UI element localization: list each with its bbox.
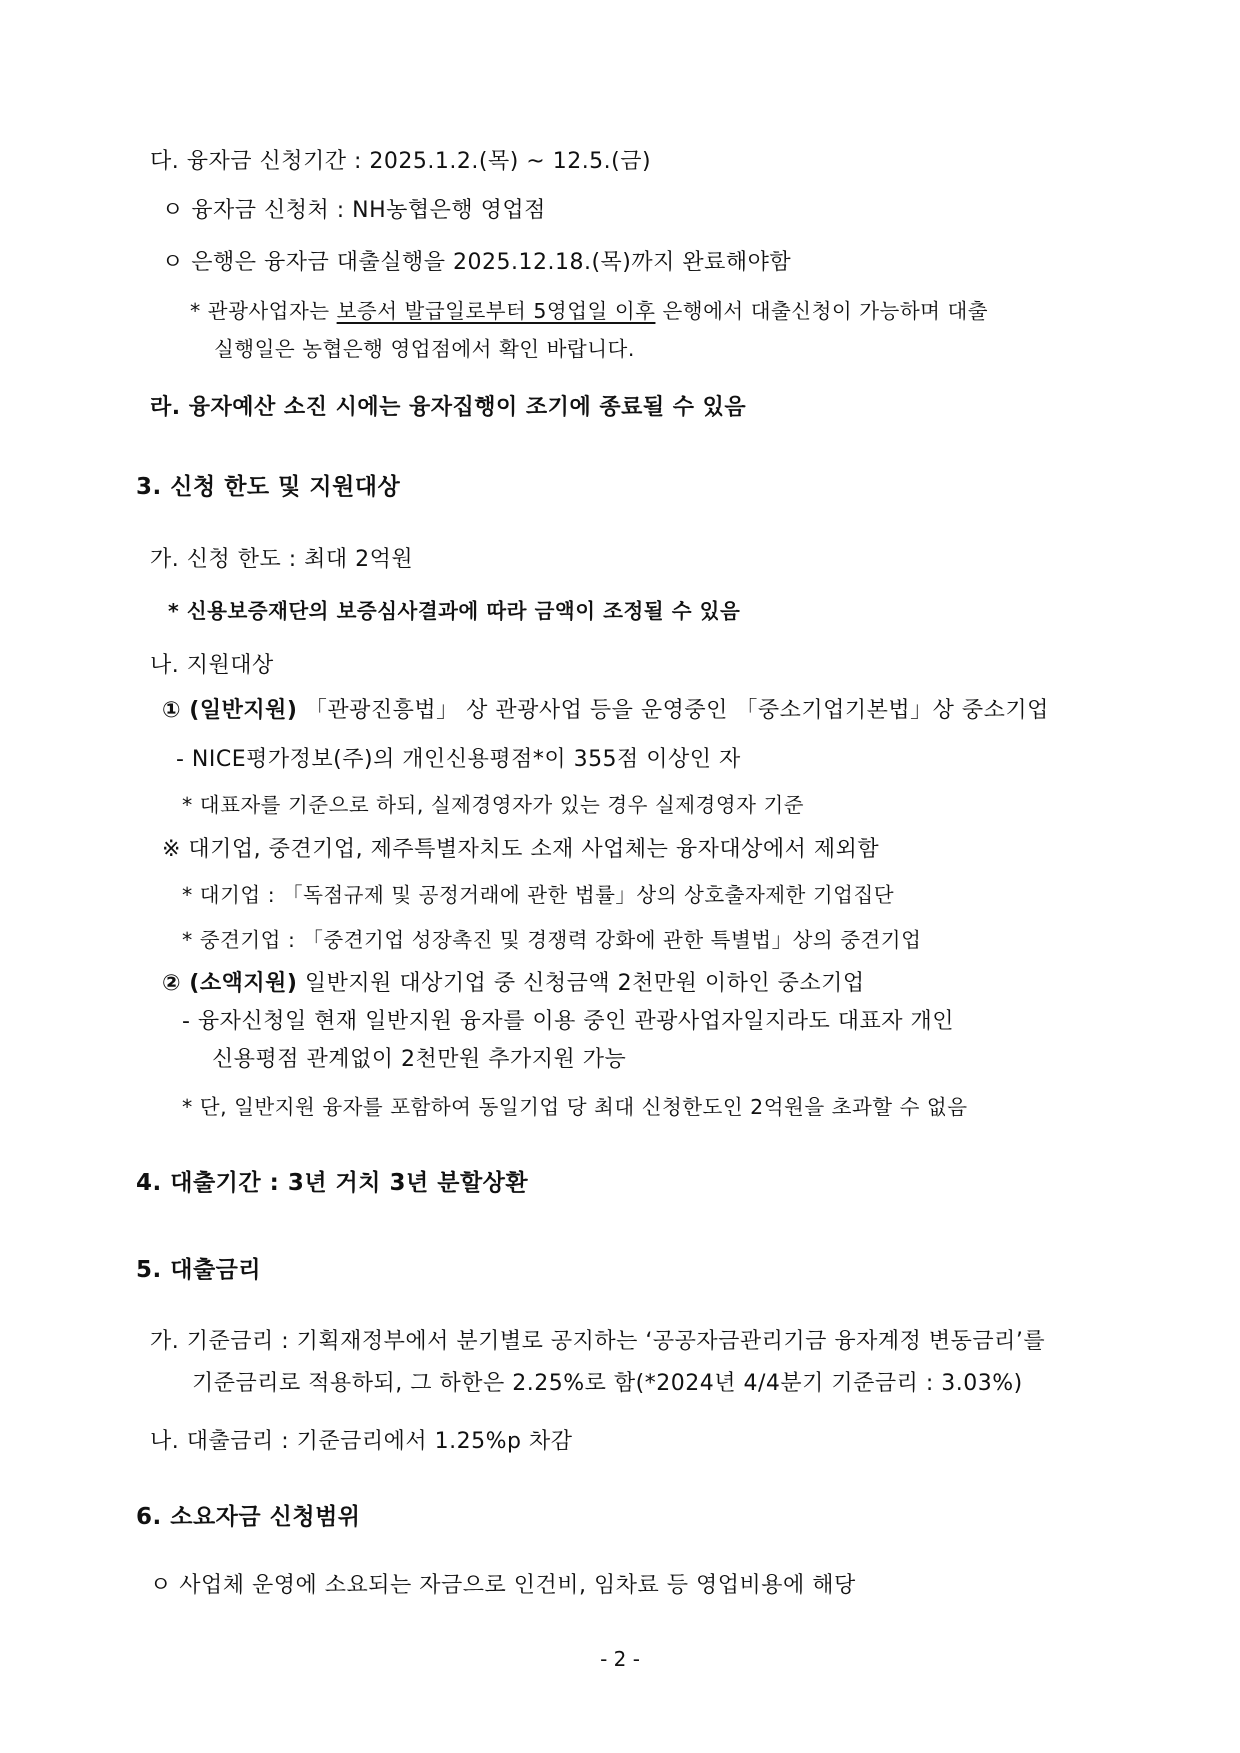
loan-note-underline: 보증서 발급일로부터 5영업일 이후	[336, 299, 656, 323]
budget-exhaustion-notice: 라. 융자예산 소진 시에는 융자집행이 조기에 종료될 수 있음	[150, 395, 747, 420]
large-company-note: * 대기업 : 「독점규제 및 공정거래에 관한 법률」상의 상호출자제한 기업집단	[182, 883, 895, 907]
credit-score-note: * 대표자를 기준으로 하되, 실제경영자가 있는 경우 실제경영자 기준	[182, 793, 805, 817]
small-support-note: * 단, 일반지원 융자를 포함하여 동일기업 당 최대 신청한도인 2억원을 초과할 수 없음	[182, 1095, 968, 1119]
general-support-label: ① (일반지원)	[162, 698, 298, 723]
general-support-text: 「관광진흥법」 상 관광사업 등을 운영중인 「중소기업기본법」상 중소기업	[297, 698, 1049, 723]
section-3-title: 3. 신청 한도 및 지원대상	[136, 474, 401, 500]
application-place: ㅇ 융자금 신청처 : NH농협은행 영업점	[162, 198, 546, 223]
limit-note: * 신용보증재단의 보증심사결과에 따라 금액이 조정될 수 있음	[168, 599, 741, 623]
bank-deadline: ㅇ 은행은 융자금 대출실행을 2025.12.18.(목)까지 완료해야함	[162, 250, 792, 275]
fund-scope-item: ㅇ 사업체 운영에 소요되는 자금으로 인건비, 임차료 등 영업비용에 해당	[150, 1573, 856, 1598]
loan-rate: 나. 대출금리 : 기준금리에서 1.25%p 차감	[150, 1429, 573, 1454]
credit-score-requirement: - NICE평가정보(주)의 개인신용평점*이 355점 이상인 자	[176, 747, 741, 772]
small-support-label: ② (소액지원)	[162, 971, 298, 996]
section-6-title: 6. 소요자금 신청범위	[136, 1504, 361, 1530]
small-support-detail-2: 신용평점 관계없이 2천만원 추가지원 가능	[212, 1047, 627, 1072]
small-support-item	[162, 969, 865, 999]
exclusion-notice: ※ 대기업, 중견기업, 제주특별자치도 소재 사업체는 융자대상에서 제외함	[162, 837, 880, 862]
general-support-item	[162, 696, 1049, 726]
application-period: 다. 융자금 신청기간 : 2025.1.2.(목) ~ 12.5.(금)	[150, 149, 652, 174]
base-rate: 가. 기준금리 : 기획재정부에서 분기별로 공지하는 ‘공공자금관리기금 융자계정 변동금리’를	[150, 1329, 1046, 1354]
loan-note-line2: 실행일은 농협은행 영업점에서 확인 바랍니다.	[214, 337, 635, 361]
base-rate-line2: 기준금리로 적용하되, 그 하한은 2.25%로 함(*2024년 4/4분기 기준금리 : 3.03%)	[192, 1371, 1023, 1396]
loan-note	[190, 296, 988, 326]
small-support-detail: - 융자신청일 현재 일반지원 융자를 이용 중인 관광사업자일지라도 대표자 개인	[182, 1009, 954, 1034]
section-5-title: 5. 대출금리	[136, 1257, 262, 1283]
loan-note-pre: * 관광사업자는	[190, 299, 337, 323]
page-number: - 2 -	[600, 1647, 640, 1671]
small-support-text: 일반지원 대상기업 중 신청금액 2천만원 이하인 중소기업	[297, 971, 865, 996]
loan-note-post: 은행에서 대출신청이 가능하며 대출	[655, 299, 989, 323]
section-4-title: 4. 대출기간 : 3년 거치 3년 분할상환	[136, 1170, 529, 1196]
application-limit: 가. 신청 한도 : 최대 2억원	[150, 547, 414, 572]
mid-size-company-note: * 중견기업 : 「중견기업 성장촉진 및 경쟁력 강화에 관한 특별법」상의 중견기업	[182, 928, 922, 952]
support-target-heading: 나. 지원대상	[150, 653, 274, 678]
